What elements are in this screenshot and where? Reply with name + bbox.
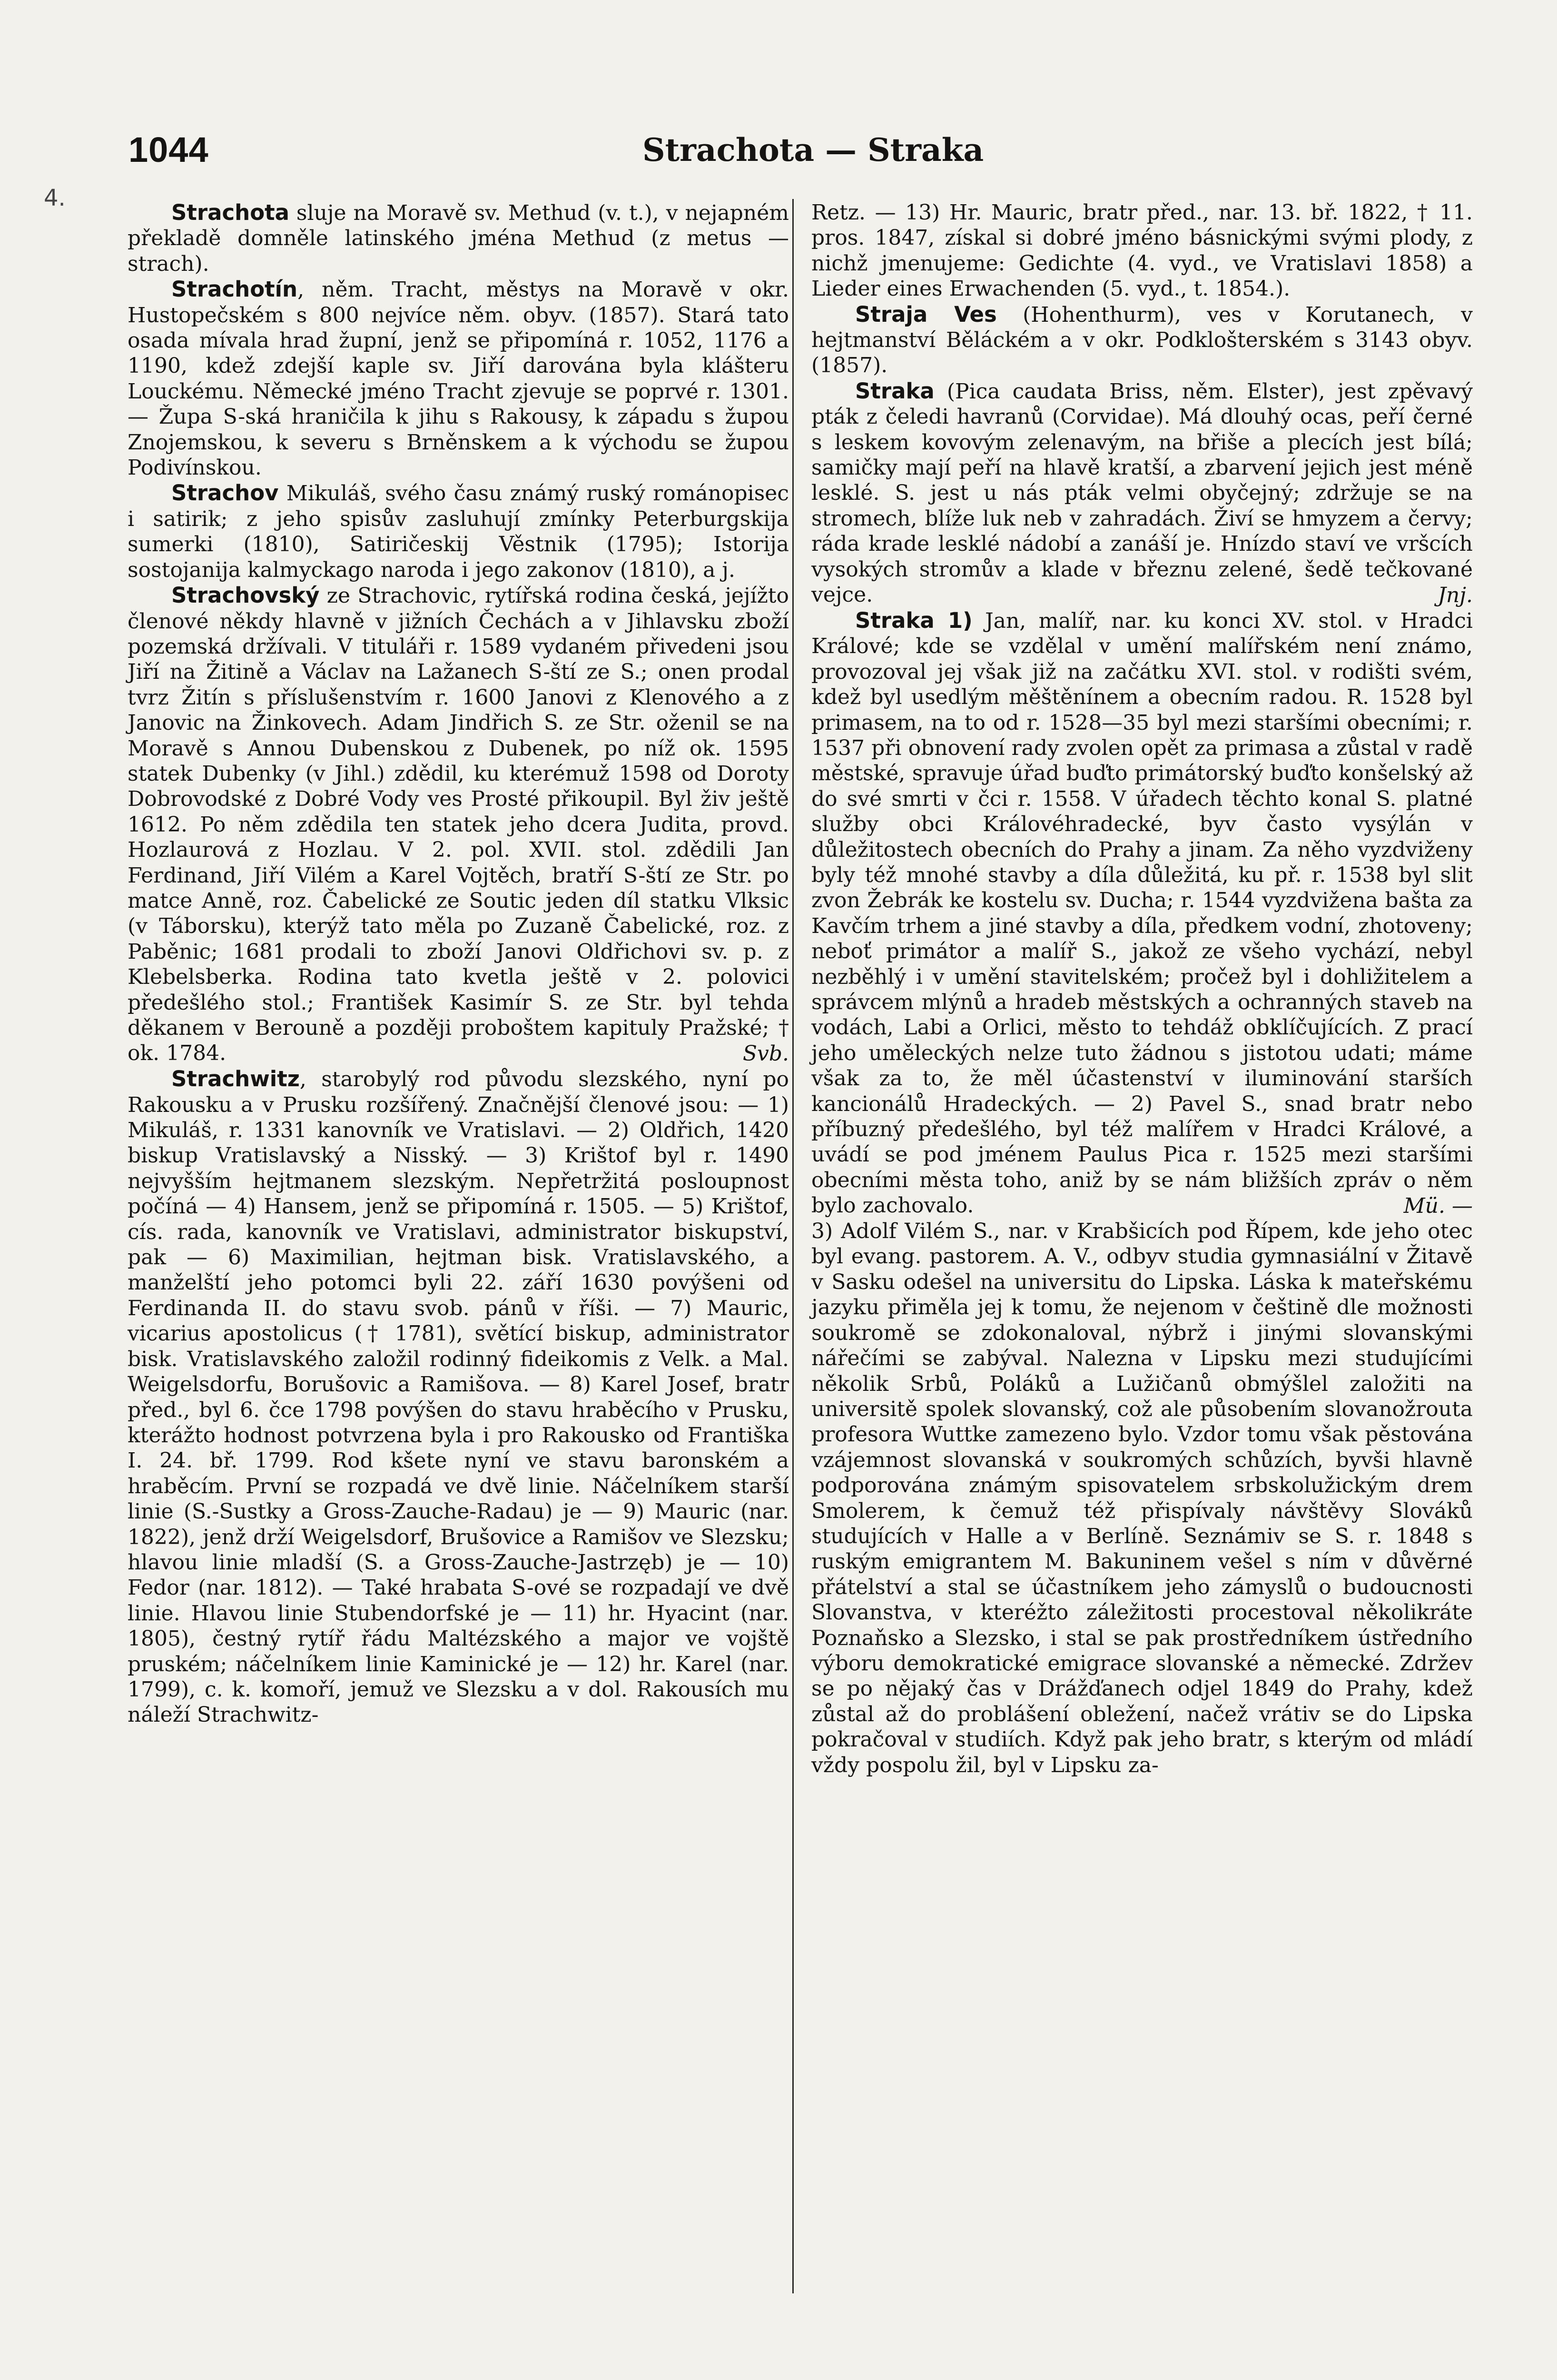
entry-headword: Straka [855, 378, 935, 404]
entry-text: (Pica caudata Briss, něm. Elster), jest zpěvavý pták z čeledi havranů (Corvidae). Má dlouhý ocas, peří černé s leskem kovovým zelenavým, na břiše a plecích jest bílá; samičky mají peří na hlavě kratší, a zbarvení jejich jest méně lesklé. S. jest u nás pták velmi obyčejný; zdržuje se na stromech, blíže luk neb v zahradách. Živí se hmyzem a červy; ráda krade lesklé nádobí a zanáší je. Hnízdo staví ve vršcích vysokých stromův a klade v březnu zelené, šedě tečkované vejce. [811, 379, 1473, 607]
entry-text: , starobylý rod původu slezského, nyní po Rakousku a v Prusku rozšířený. Značnější členové jsou: — 1) Mikuláš, r. 1331 kanovník ve Vratislavi. — 2) Oldřich, 1420 biskup Vratislavský a Nisský. — 3) Krištof byl r. 1490 nejvyšším hejtmanem slezským. Nepřetržitá posloupnost počíná — 4) Hansem, jenž se připomíná r. 1505. — 5) Krištof, cís. rada, kanovník ve Vratislavi, administrator biskupství, pak — 6) Maximilian, hejtman bisk. Vratislavského, a manželští jeho potomci byli 22. září 1630 povýšeni od Ferdinanda II. do stavu svob. pánů v říši. — 7) Mauric, vicarius apostolicus († 1781), světící biskup, administrator bisk. Vratislavského založil rodinný fideikomis z Velk. a Mal. Weigelsdorfu, Borušovic a Ramišova. — 8) Karel Josef, bratr před., byl 6. čce 1798 povýšen do stavu hraběcího v Prusku, kterážto hodnost potvrzena byla i pro Rakousko od Františka I. 24. bř. 1799. Rod kšete nyní ve stavu baronském a hraběcím. První se rozpadá ve dvě linie. Náčelníkem starší linie (S.-Sustky a Gross-Zauche-Radau) je — 9) Mauric (nar. 1822), jenž drží Weigelsdorf, Brušovice a Ramišov ve Slezsku; hlavou linie mladší (S. a Gross-Zauche-Jastrzęb) je — 10) Fedor (nar. 1812). — Také hrabata S-ové se rozpadají ve dvě linie. Hlavou linie Stubendorfské je — 11) hr. Hyacint (nar. 1805), čestný rytíř řádu Maltézského a major ve vojště pruském; náčelníkem linie Kaminické je — 12) hr. Karel (nar. 1799), c. k. komoří, jemuž ve Slezsku a v dol. Rakousích mu náleží Strachwitz- [128, 1067, 789, 1727]
entry [128, 277, 789, 480]
left-column [128, 200, 789, 1728]
margin-pencil-mark: 4. [44, 185, 66, 211]
entry-headword: Strachov [171, 480, 279, 506]
page-number: 1044 [128, 130, 209, 169]
entry [128, 583, 789, 1066]
entry-text: , něm. Tracht, městys na Moravě v okr. Hustopečském s 800 nejvíce něm. obyv. (1857). Stará tato osada mívala hrad župní, jenž se připomíná r. 1052, 1176 a 1190, kdež zdejší kaple sv. Jiří darována byla klášteru Louckému. Německé jméno Tracht zjevuje se poprvé r. 1301. — Župa S-ská hraničila k jihu s Rakousy, k západu s župou Znojemskou, k severu s Brněnskem a k východu se župou Podivínskou. [128, 278, 789, 480]
entry-text: sluje na Moravě sv. Methud (v. t.), v nejapném překladě domněle latinského jména Methud (z metus — strach). [128, 201, 789, 276]
entry [128, 1066, 789, 1728]
entry-signature: Mü. — [1403, 1193, 1473, 1218]
entry-headword: Straka 1) [855, 607, 973, 633]
entry-headword: Strachotín [171, 277, 298, 302]
entry-headword: Straja Ves [855, 301, 997, 327]
entry-text: Mikuláš, svého času známý ruský románopisec i satirik; z jeho spisův zasluhují zmínky Peterburgskija sumerki (1810), Satiričeskij Věstnik (1795); Istorija sostojanija kalmyckago naroda i jego zakonov (1810), a j. [128, 481, 789, 582]
entry [128, 200, 789, 277]
page-header [128, 129, 1494, 187]
entry-text: ze Strachovic, rytířská rodina česká, jejížto členové někdy hlavně v jižních Čechách a v Jihlavsku zboží pozemská držívali. V tituláři r. 1589 vydaném přivedeni jsou Jiří na Žitině a Václav na Lažanech S-ští ze S.; onen prodal tvrz Žitín s příslušenstvím r. 1600 Janovi z Klenového a z Janovic na Žinkovech. Adam Jindřich S. ze Str. oženil se na Moravě s Annou Dubenskou z Dubenek, po níž ok. 1595 statek Dubenky (v Jihl.) zdědil, ku kterémuž 1598 od Doroty Dobrovodské z Dobré Vody ves Prosté přikoupil. Byl živ ještě 1612. Po něm zdědila ten statek jeho dcera Judita, provd. Hozlaurová z Hozlau. V 2. pol. XVII. stol. zdědili Jan Ferdinand, Jiří Vilém a Karel Vojtěch, bratří S-ští ze Str. po matce Anně, roz. Čabelické ze Soutic jeden díl statku Vlksic (v Táborsku), kterýž tato měla po Zuzaně Čabelické, roz. z Paběnic; 1681 prodali to zboží Janovi Oldřichovi sv. p. z Klebelsberka. Rodina tato kvetla ještě v 2. polovici předešlého stol.; František Kasimír S. ze Str. byl tehda děkanem v Berouně a později proboštem kapituly Pražské; † ok. 1784. [128, 584, 789, 1066]
entry [811, 302, 1473, 378]
entry-text: 3) Adolf Vilém S., nar. v Krabšicích pod Řípem, kde jeho otec byl evang. pastorem. A. V., odbyv studia gymnasiální v Žitavě v Sasku odešel na universitu do Lipska. Láska k mateřskému jazyku přiměla jej k tomu, že nejenom v češtině dle možnosti soukromě se zdokonaloval, nýbrž i jinými slovanskými nářečími se zabýval. Nalezna v Lipsku mezi studujícími několik Srbů, Poláků a Lužičanů obmýšlel založiti na universitě spolek slovanský, což ale působením slovanožrouta profesora Wuttke zamezeno bylo. Vzdor tomu však pěstována vzájemnost slovanská v soukromých schůzích, byvši hlavně podporována známým spisovatelem srbskolužickým drem Smolerem, k čemuž též přispívaly návštěvy Slováků studujících v Halle a v Berlíně. Seznámiv se S. r. 1848 s ruským emigrantem M. Bakuninem vešel s ním v důvěrné přátelství a stal se účastníkem jeho zámyslů o budoucnosti Slovanstva, v kteréžto záležitosti procestoval několikráte Poznaňsko a Slezsko, i stal se pak prostředníkem ústředního výboru demokratické emigrace slovanské a německé. Zdržev se po nějaký čas v Drážďanech odjel 1849 do Prahy, kdež zůstal až do problášení obležení, načež vrátiv se do Lipska pokračoval v studiích. Když pak jeho bratr, s kterým od mládí vždy pospolu žil, byl v Lipsku za- [811, 1219, 1473, 1777]
entry [811, 1219, 1473, 1778]
entry-signature: Svb. [742, 1041, 789, 1066]
entry [811, 200, 1473, 302]
right-column [811, 200, 1473, 1778]
entry-text: (Hohenthurm), ves v Korutanech, v hejtmanství Běláckém a v okr. Podklošterském s 3143 obyv. (1857). [811, 302, 1473, 378]
entry-headword: Strachovský [171, 583, 320, 608]
entry [811, 378, 1473, 608]
running-title: Strachota — Straka [642, 131, 984, 169]
entry-headword: Strachwitz [171, 1066, 300, 1092]
column-divider [792, 199, 794, 2293]
entry [128, 480, 789, 583]
entry-headword: Strachota [171, 200, 289, 225]
entry-text: Jan, malíř, nar. ku konci XV. stol. v Hradci Králové; kde se vzdělal v umění malířském není známo, provozoval jej však již na začátku XVI. stol. v rodišti svém, kdež byl usedlým měštěnínem a obecním radou. R. 1528 byl primasem, na to od r. 1528—35 byl mezi staršími obecními; r. 1537 při obnovení rady zvolen opět za primasa a zůstal v radě městské, spravuje úřad buďto primátorský buďto konšelský až do své smrti v čci r. 1558. V úřadech těchto konal S. platné služby obci Královéhradecké, byv často vysýlán v důležitostech obecních do Prahy a jinam. Za něho vyzdviženy byly též mnohé stavby a díla důležitá, ku př. r. 1538 byl slit zvon Žebrák ke kostelu sv. Ducha; r. 1544 vyzdvižena bašta za Kavčím trhem a jiné stavby a díla, předkem vodní, zhotoveny; neboť primátor a malíř S., jakož ze všeho vychází, nebyl nezběhlý i v umění stavitelském; pročež byl i dohližitelem a správcem mlýnů a hradeb městských a ochranných staveb na vodách, Labi a Orlici, město to tehdáž obklíčujících. Z prací jeho uměleckých nelze tuto žádnou s jistotou udati; máme však za to, že měl účastenství v iluminování starších kancionálů Hradeckých. — 2) Pavel S., snad bratr nebo příbuzný předešlého, byl též malířem v Hradci Králové, a uvádí se pod jménem Paulus Pica r. 1525 mezi staršími obecními města toho, aniž by se nám bližších zpráv o něm bylo zachovalo. [811, 608, 1473, 1218]
entry-signature: Jnj. [1438, 583, 1473, 607]
entry-text: Retz. — 13) Hr. Mauric, bratr před., nar. 13. bř. 1822, † 11. pros. 1847, získal si dobré jméno básnickými svými plody, z nichž jmenujeme: Gedichte (4. vyd., ve Vratislavi 1858) a Lieder eines Erwachenden (5. vyd., t. 1854.). [811, 200, 1473, 301]
entry [811, 608, 1473, 1219]
